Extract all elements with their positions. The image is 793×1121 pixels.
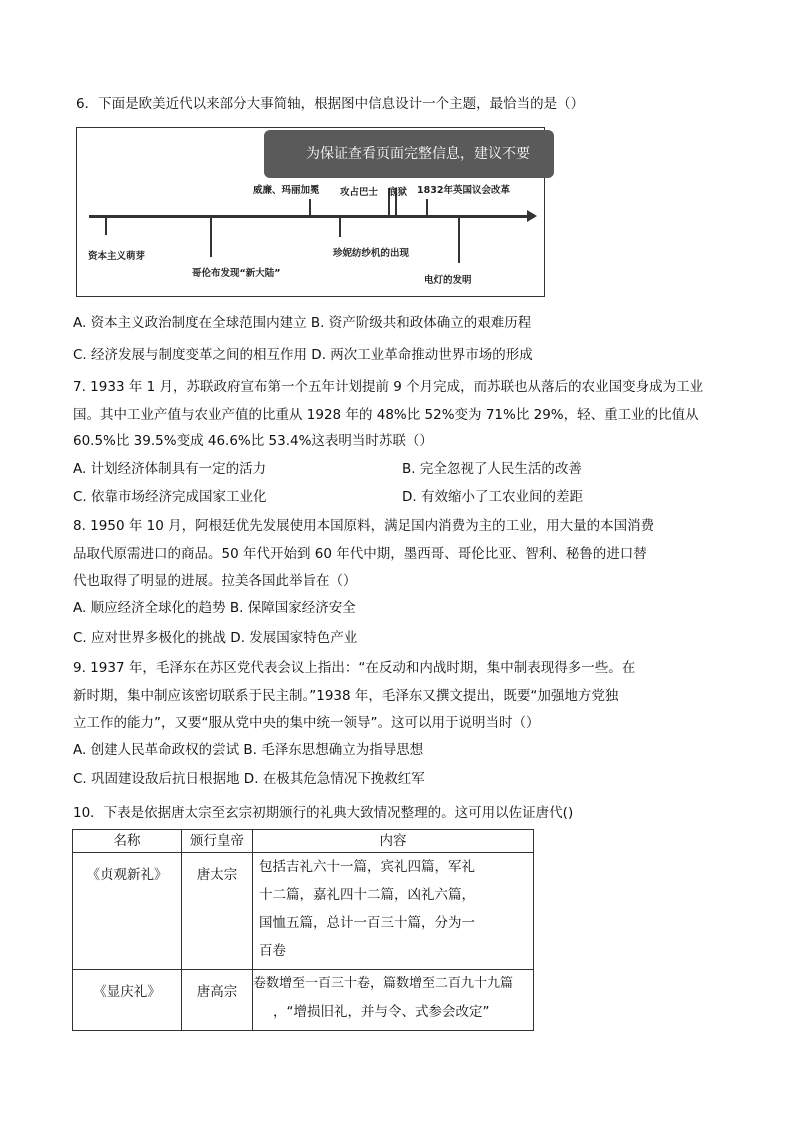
q9-line-3: 立工作的能力”，又要“服从党中央的集中统一领导”。这可以用于说明当时（） — [73, 715, 540, 731]
row1-content-line: 十二篇，嘉礼四十二篇，凶礼六篇， — [259, 887, 475, 903]
tick-jenny — [339, 217, 341, 237]
event-capitalism: 资本主义萌芽 — [88, 251, 146, 262]
event-lightbulb: 电灯的发明 — [424, 275, 472, 286]
event-bastille-2: 底狱 — [388, 187, 408, 198]
q7-option-d[interactable]: D. 有效缩小了工农业间的差距 — [402, 489, 583, 505]
row1-name: 《贞观新礼》 — [73, 853, 182, 970]
row2-emperor: 唐高宗 — [182, 970, 253, 1031]
event-william-mary: 威廉、玛丽加冕 — [253, 185, 320, 196]
q9-option-ab[interactable]: A. 创建人民革命政权的尝试 B. 毛泽东思想确立为指导思想 — [73, 742, 424, 758]
row2-content — [253, 970, 534, 1031]
q8-line-1: 8. 1950 年 10 月，阿根廷优先发展使用本国原料，满足国内消费为主的工业，用大量的本国消费 — [73, 518, 655, 534]
event-columbus: 哥伦布发现“新大陆” — [192, 268, 281, 279]
row2-name: 《显庆礼》 — [73, 970, 182, 1031]
view-warning-overlay[interactable]: 为保证查看页面完整信息，建议不要 — [264, 130, 554, 178]
event-jenny: 珍妮纺纱机的出现 — [333, 248, 410, 259]
tick-william-mary — [309, 199, 311, 216]
tick-columbus — [210, 217, 212, 257]
row1-content-line: 包括吉礼六十一篇，宾礼四篇，军礼 — [259, 859, 475, 875]
tick-lightbulb — [458, 217, 460, 263]
event-1832-reform: 1832年英国议会改革 — [417, 185, 510, 196]
q9-line-2: 新时期，集中制应该密切联系于民主制。”1938 年，毛泽东又撰文提出，既要“加强地方党独 — [73, 688, 619, 704]
q6-option-cd[interactable]: C. 经济发展与制度变革之间的相互作用 D. 两次工业革命推动世界市场的形成 — [73, 347, 533, 363]
q9-line-1: 9. 1937 年，毛泽东在苏区党代表会议上指出：“在反动和内战时期，集中制表现得多一些。在 — [73, 660, 636, 676]
q8-option-cd[interactable]: C. 应对世界多极化的挑战 D. 发展国家特色产业 — [73, 630, 358, 646]
row1-emperor: 唐太宗 — [182, 853, 253, 970]
q7-line-1: 7. 1933 年 1 月，苏联政府宣布第一个五年计划提前 9 个月完成，而苏联也从落后的农业国变身成为工业 — [73, 379, 704, 395]
rites-table — [72, 829, 534, 1031]
q10-stem: 10．下表是依据唐太宗至玄宗初期颁行的礼典大致情况整理的。这可用以佐证唐代() — [73, 805, 574, 821]
tick-1832-reform — [426, 199, 428, 216]
q8-line-3: 代也取得了明显的进展。拉美各国此举旨在（） — [73, 573, 357, 589]
q7-line-2: 国。其中工业产值与农业产值的比重从 1928 年的 48%比 52%变为 71%比 29%，轻、重工业的比值从 — [73, 407, 699, 423]
row2-content-line: 卷数增至一百三十卷，篇数增至二百九十九篇 — [253, 976, 514, 991]
table-header-content: 内容 — [253, 830, 534, 853]
q6-option-ab[interactable]: A. 资本主义政治制度在全球范围内建立 B. 资产阶级共和政体确立的艰难历程 — [73, 315, 532, 331]
q9-option-cd[interactable]: C. 巩固建设敌后抗日根据地 D. 在极其危急情况下挽救红军 — [73, 771, 425, 787]
q8-line-2: 品取代原需进口的商品。50 年代开始到 60 年代中期，墨西哥、哥伦比亚、智利、秘鲁的进口替 — [73, 546, 647, 562]
q6-stem: 6．下面是欧美近代以来部分大事简轴，根据图中信息设计一个主题，最恰当的是（） — [76, 96, 585, 112]
tick-capitalism — [105, 217, 107, 235]
table-header-name: 名称 — [73, 830, 182, 853]
row1-content-line: 国恤五篇，总计一百三十篇，分为一 — [259, 915, 475, 931]
q7-line-3: 60.5%比 39.5%变成 46.6%比 53.4%这表明当时苏联（） — [73, 433, 433, 449]
table-header-row — [73, 830, 534, 853]
table-row — [73, 970, 534, 1031]
q7-option-c[interactable]: C. 依靠市场经济完成国家工业化 — [73, 489, 267, 505]
timeline-arrow-icon — [527, 210, 537, 222]
row2-content-line: ，“增损旧礼，并与令、式参会改定” — [273, 1004, 490, 1020]
table-row — [73, 853, 534, 970]
q7-option-a[interactable]: A. 计划经济体制具有一定的活力 — [73, 461, 267, 477]
q8-option-ab[interactable]: A. 顺应经济全球化的趋势 B. 保障国家经济安全 — [73, 600, 356, 616]
table-header-emperor: 颁行皇帝 — [182, 830, 253, 853]
event-bastille-1: 攻占巴士 — [340, 187, 379, 198]
row1-content — [253, 853, 534, 970]
q7-option-b[interactable]: B. 完全忽视了人民生活的改善 — [402, 461, 582, 477]
row1-content-line: 百卷 — [259, 943, 286, 959]
